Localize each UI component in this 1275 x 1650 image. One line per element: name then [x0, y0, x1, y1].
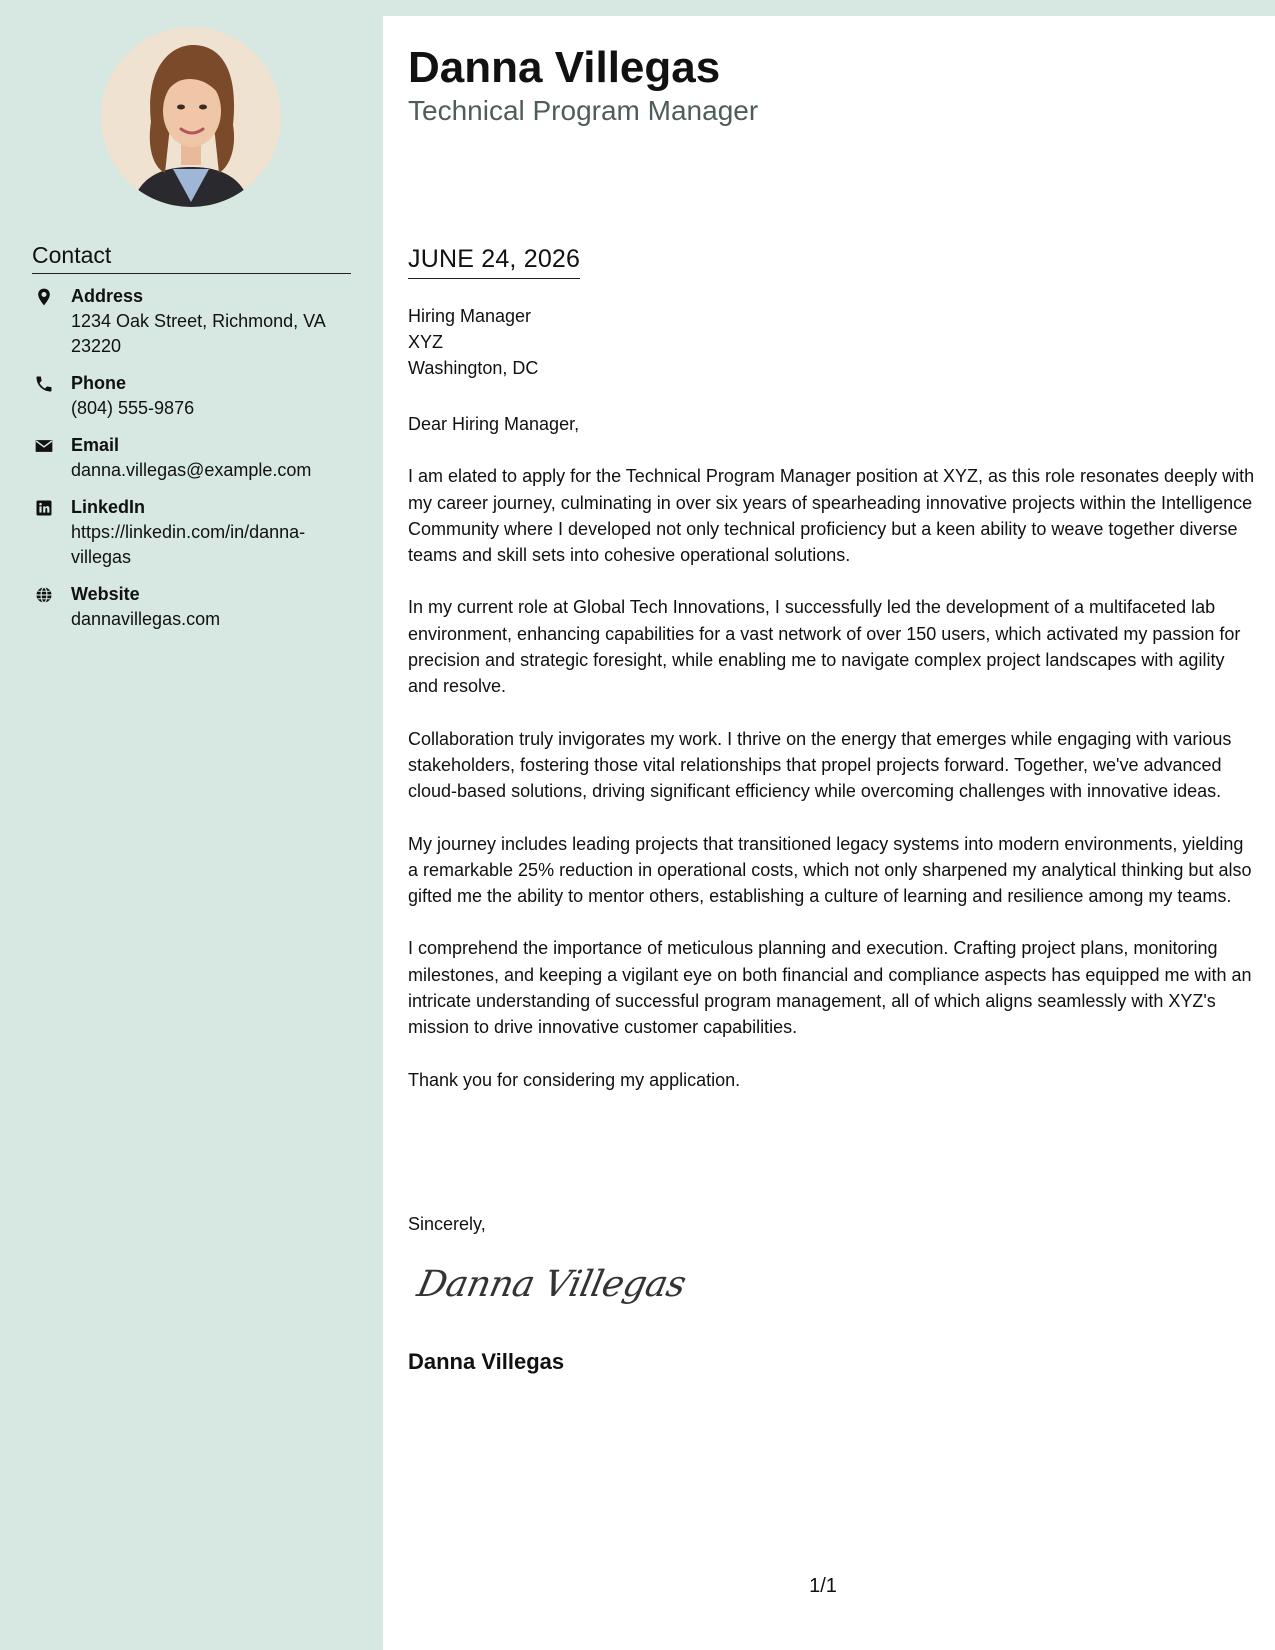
- contact-website-value: dannavillegas.com: [71, 609, 221, 629]
- recipient-block: [408, 303, 538, 381]
- linkedin-icon: [34, 498, 54, 518]
- profile-photo: [101, 27, 281, 207]
- page-number: 1/1: [809, 1575, 837, 1597]
- closing: Sincerely,: [408, 1214, 486, 1234]
- sidebar: [0, 0, 383, 1650]
- contact-address-label: Address: [71, 286, 144, 306]
- recipient-company: XYZ: [408, 332, 444, 352]
- applicant-title: Technical Program Manager: [408, 95, 759, 126]
- letter-paragraph: I am elated to apply for the Technical Program Manager position at XYZ, as this role resonates deeply with my career journey, culminating in over six years of spearheading innovative projects within the Intelligence Community where I developed not only technical proficiency but a keen ability to weave together diverse teams and skill sets into cohesive operational solutions.: [408, 466, 1255, 566]
- contact-list: [32, 284, 352, 644]
- contact-email-value: danna.villegas@example.com: [71, 460, 312, 480]
- recipient-name: Hiring Manager: [408, 306, 532, 326]
- contact-heading: Contact: [32, 238, 351, 274]
- contact-website: [32, 582, 352, 632]
- contact-address: [32, 284, 352, 359]
- contact-linkedin-label: LinkedIn: [71, 497, 146, 517]
- recipient-location: Washington, DC: [408, 358, 539, 378]
- contact-phone-value: (804) 555-9876: [71, 398, 195, 418]
- map-pin-icon: [34, 287, 54, 307]
- contact-email: [32, 433, 352, 483]
- signer-name: Danna Villegas: [408, 1349, 565, 1374]
- letter-page: [383, 16, 1275, 1650]
- contact-linkedin-value: https://linkedin.com/in/danna-villegas: [71, 522, 306, 567]
- letter-paragraph: Collaboration truly invigorates my work. I thrive on the energy that emerges while engaging with various stakeholders, fostering those vital relationships that propel projects forward. Together, we've advanced cloud-based solutions, driving significant efficiency while overcoming challenges with innovative ideas.: [408, 728, 1232, 802]
- applicant-name: Danna Villegas: [408, 43, 721, 92]
- letter-body: [408, 411, 1255, 1119]
- phone-icon: [34, 374, 54, 394]
- contact-phone: [32, 371, 352, 421]
- letter-date: JUNE 24, 2026: [408, 242, 580, 279]
- letter-paragraph: Thank you for considering my application.: [408, 1069, 741, 1090]
- handwritten-signature: Danna Villegas: [413, 1264, 690, 1305]
- letter-paragraph: I comprehend the importance of meticulous planning and execution. Crafting project plans, monitoring milestones, and keeping a vigilant eye on both financial and compliance aspects has equipped me with an intricate understanding of successful program management, all of which aligns seamlessly with XYZ's mission to drive innovative customer capabilities.: [408, 938, 1252, 1038]
- letter-paragraph: In my current role at Global Tech Innovations, I successfully led the development of a multifaceted lab environment, enhancing capabilities for a vast network of over 150 users, which activated my passion for precision and strategic foresight, while enabling me to navigate complex project landscapes with agility and resolve.: [408, 597, 1241, 697]
- contact-phone-label: Phone: [71, 373, 127, 393]
- letter-paragraph: My journey includes leading projects that transitioned legacy systems into modern environments, yielding a remarkable 25% reduction in operational costs, which not only sharpened my analytical thinking but also gifted me the ability to mentor others, establishing a culture of learning and resilience among my teams.: [408, 833, 1252, 907]
- profile-photo-illustration: [101, 27, 281, 207]
- salutation: Dear Hiring Manager,: [408, 414, 580, 434]
- envelope-icon: [34, 436, 54, 456]
- globe-icon: [34, 585, 54, 605]
- contact-linkedin: [32, 495, 352, 570]
- contact-website-label: Website: [71, 584, 140, 604]
- contact-address-value: 1234 Oak Street, Richmond, VA 23220: [71, 311, 325, 356]
- contact-email-label: Email: [71, 435, 120, 455]
